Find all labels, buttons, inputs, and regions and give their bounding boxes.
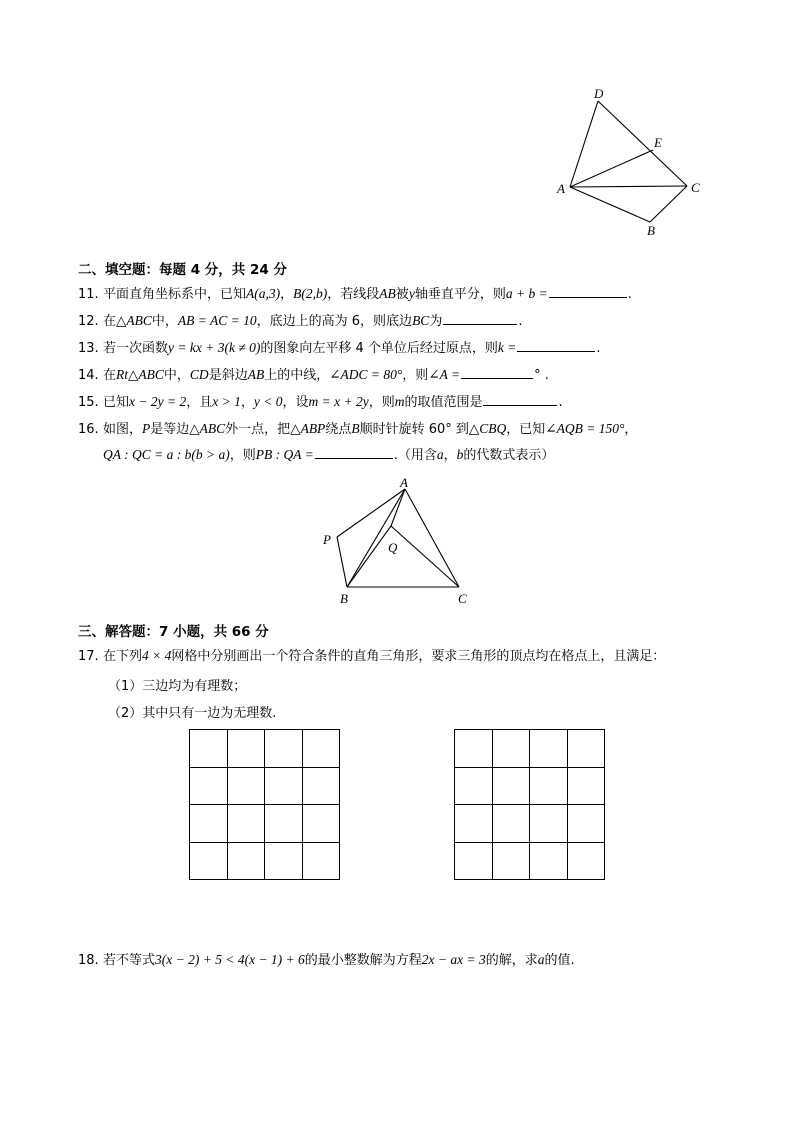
segment-ac — [405, 489, 459, 587]
label-e: E — [654, 135, 662, 150]
section-fill-in-title: 二、填空题：每题 4 分，共 24 分 — [78, 262, 287, 278]
answer-blank[interactable] — [517, 339, 595, 352]
answer-blank[interactable] — [315, 446, 393, 459]
segment-pb — [337, 537, 347, 587]
question-16-line-2: QA : QC = a : b(b > a)，则PB : QA = .（用含a，b的代数式表示） — [103, 447, 555, 463]
question-17-condition-1: （1）三边均为有理数； — [108, 679, 247, 694]
label-p: P — [323, 532, 331, 547]
label-a: A — [557, 181, 565, 196]
grid-4x4-right[interactable] — [454, 729, 605, 880]
segment-ab — [347, 489, 405, 587]
question-17-condition-2: （2）其中只有一边为无理数. — [108, 706, 277, 721]
answer-blank[interactable] — [549, 285, 627, 298]
grid-4x4-left[interactable] — [189, 729, 340, 880]
question-12: 12. 在△ABC中，AB = AC = 10，底边上的高为 6，则底边BC为 . — [78, 313, 523, 329]
segment-bc — [650, 186, 687, 222]
label-a: A — [400, 475, 408, 490]
question-13: 13. 若一次函数y = kx + 3(k ≠ 0)的图象向左平移 4 个单位后经过原点，则k = . — [78, 340, 601, 356]
label-d: D — [594, 86, 604, 101]
figure-quadrilateral-abcd — [550, 85, 710, 240]
segment-da — [570, 101, 598, 187]
segment-ac — [570, 186, 687, 187]
question-15: 15. 已知x − 2y = 2，且x > 1，y < 0，设m = x + 2y，则m的取值范围是 . — [78, 394, 563, 410]
segment-qb — [347, 526, 391, 587]
segment-qc — [391, 526, 459, 587]
segment-ab — [570, 187, 650, 222]
segment-ae — [570, 150, 653, 187]
answer-blank[interactable] — [443, 312, 517, 325]
question-16: 16. 如图，P是等边△ABC外一点，把△ABP绕点B顺时针旋转 60° 到△CBQ，已知∠AQB = 150°， — [78, 421, 638, 437]
question-18: 18. 若不等式3(x − 2) + 5 < 4(x − 1) + 6的最小整数解为方程2x − ax = 3的解，求a的值. — [78, 952, 575, 968]
question-14: 14. 在Rt△ABC中，CD是斜边AB上的中线，∠ADC = 80°，则∠A = ° . — [78, 367, 549, 383]
answer-blank[interactable] — [483, 393, 557, 406]
section-answer-title: 三、解答题：7 小题，共 66 分 — [78, 624, 269, 640]
segment-dc — [598, 101, 687, 186]
label-b: B — [647, 223, 655, 238]
figure-equilateral-triangle — [315, 472, 480, 610]
answer-blank[interactable] — [461, 366, 533, 379]
question-11: 11. 平面直角坐标系中，已知A(a,3)，B(2,b)，若线段AB被y轴垂直平分，则a + b = . — [78, 286, 632, 302]
label-b: B — [340, 591, 348, 606]
label-c: C — [458, 591, 467, 606]
label-q: Q — [388, 540, 398, 555]
question-17: 17. 在下列4 × 4网格中分别画出一个符合条件的直角三角形，要求三角形的顶点均在格点上，且满足： — [78, 648, 666, 664]
label-c: C — [691, 180, 700, 195]
